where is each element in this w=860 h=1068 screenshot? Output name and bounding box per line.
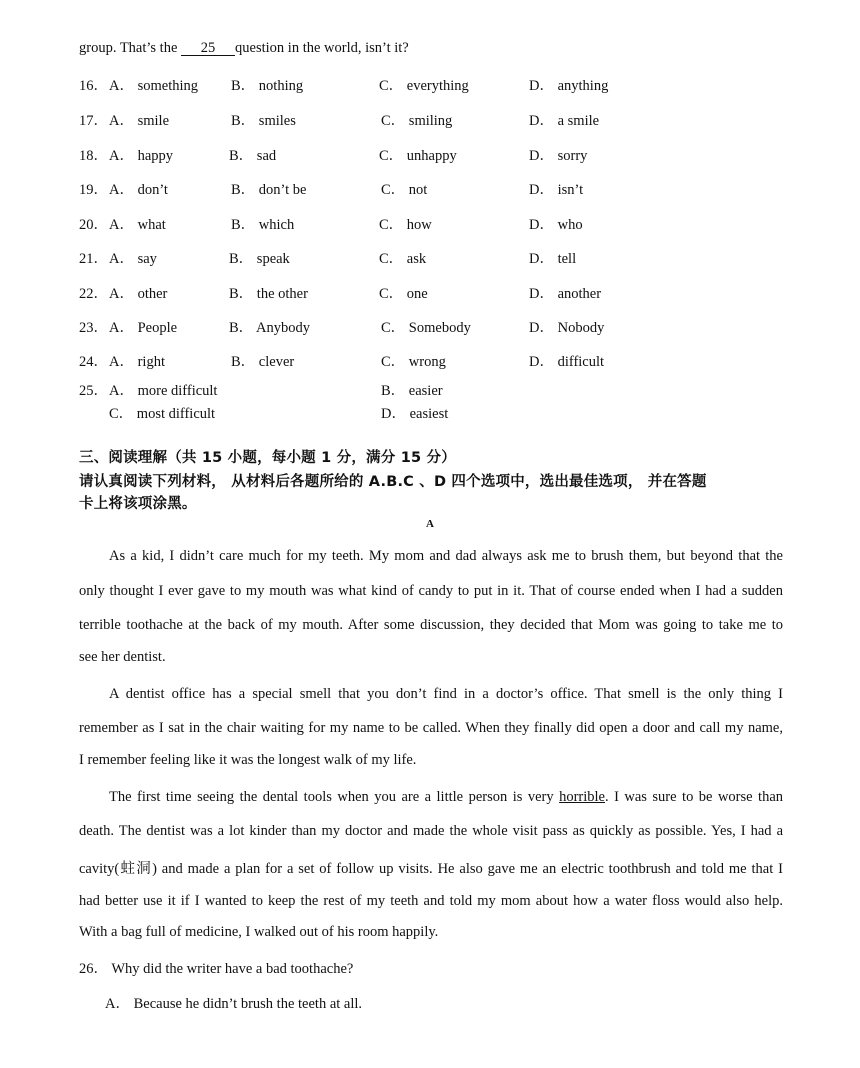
- passage-line: I remember feeling like it was the longest walk of my life.: [79, 752, 417, 768]
- option-c: C． Somebody: [381, 320, 471, 336]
- option-a: A． what: [109, 217, 166, 233]
- option-d: D． anything: [529, 78, 609, 94]
- passage-text: The first time seeing the dental tools when you are a little person is very: [109, 789, 554, 805]
- passage-line: As a kid, I didn’t care much for my teeth. My mom and dad always ask me to brush them, but beyond that the: [109, 548, 783, 564]
- option-d: D． difficult: [529, 354, 605, 370]
- option-a: A． don’t: [109, 182, 168, 198]
- question-number: 21．: [79, 251, 108, 267]
- intro-line: [79, 40, 409, 57]
- question-number: 20．: [79, 217, 108, 233]
- option-b: B． Anybody: [229, 320, 310, 336]
- passage-line: With a bag full of medicine, I walked out of his room happily.: [79, 924, 439, 940]
- passage-line: remember as I sat in the chair waiting for my name to be called. When they finally did open a door and call my name,: [79, 720, 783, 736]
- option-b: B． speak: [229, 251, 290, 267]
- option-b: B． the other: [229, 286, 308, 302]
- option-c: C． most difficult: [109, 406, 216, 422]
- option-c: C． not: [381, 182, 428, 198]
- option-b: B． smiles: [231, 113, 296, 129]
- option-d: D． easiest: [381, 406, 449, 422]
- intro-before: group. That’s the: [79, 40, 178, 56]
- passage-text: . I was sure to be worse than: [605, 789, 784, 805]
- option-a: A． People: [109, 320, 178, 336]
- option-a: A． happy: [109, 148, 174, 164]
- question-number: 17．: [79, 113, 108, 129]
- question-number: 19．: [79, 182, 108, 198]
- passage-line: only thought I ever gave to my mouth was what kind of candy to put in it. That of course ended when I had a sudden: [79, 583, 783, 599]
- option-b: B． don’t be: [231, 182, 307, 198]
- question-number: 23．: [79, 320, 108, 336]
- option-c: C． wrong: [381, 354, 446, 370]
- option-a: A． other: [109, 286, 168, 302]
- question-number: 22．: [79, 286, 108, 302]
- option-a: A． right: [109, 354, 165, 370]
- option-c: C． ask: [379, 251, 427, 267]
- option-a: A． something: [109, 78, 199, 94]
- question-26: 26． Why did the writer have a bad toothache?: [79, 961, 354, 977]
- option-d: D． who: [529, 217, 583, 233]
- section-instruction-line1: 请认真阅读下列材料， 从材料后各题所给的 A.B.C 、D 四个选项中，选出最佳选项， 并在答题: [79, 474, 707, 490]
- underlined-word: horrible: [559, 789, 605, 805]
- passage-line: A dentist office has a special smell that you don’t find in a doctor’s office. That smell is the only thing I: [109, 686, 783, 702]
- option-a: A． smile: [109, 113, 170, 129]
- passage-line: see her dentist.: [79, 649, 166, 665]
- option-d: D． Nobody: [529, 320, 605, 336]
- section-instruction-line2: 卡上将该项涂黑。: [79, 496, 197, 512]
- option-b: B． clever: [231, 354, 295, 370]
- passage-line: death. The dentist was a lot kinder than my doctor and made the whole visit pass as quickly as possible. Yes, I had a: [79, 823, 783, 839]
- section-title: 三、阅读理解（共 15 小题，每小题 1 分，满分 15 分）: [79, 450, 456, 466]
- question-26-option-a: A． Because he didn’t brush the teeth at all.: [105, 996, 363, 1012]
- option-c: C． unhappy: [379, 148, 457, 164]
- intro-after: question in the world, isn’t it?: [235, 40, 409, 56]
- option-b: B． easier: [381, 383, 443, 399]
- option-d: D． isn’t: [529, 182, 584, 198]
- passage-line: terrible toothache at the back of my mouth. After some discussion, they decided that Mom was going to take me to: [79, 617, 783, 633]
- option-a: A． say: [109, 251, 157, 267]
- option-d: D． another: [529, 286, 602, 302]
- option-d: D． tell: [529, 251, 577, 267]
- option-a: A． more difficult: [109, 383, 218, 399]
- option-b: B． nothing: [231, 78, 304, 94]
- option-b: B． which: [231, 217, 295, 233]
- passage-line: had better use it if I wanted to keep the rest of my teeth and told my mom about how a water floss would also help.: [79, 893, 783, 909]
- passage-line: [109, 789, 783, 806]
- question-number: 25．: [79, 383, 108, 399]
- option-c: C． everything: [379, 78, 469, 94]
- passage-label: A: [426, 518, 434, 530]
- passage-line: cavity(蛀洞) and made a plan for a set of follow up visits. He also gave me an electric toothbrush and told me that I: [79, 861, 783, 877]
- intro-blank: 25: [181, 41, 235, 56]
- option-c: C． smiling: [381, 113, 453, 129]
- option-b: B． sad: [229, 148, 277, 164]
- question-number: 18．: [79, 148, 108, 164]
- question-number: 24．: [79, 354, 108, 370]
- option-c: C． how: [379, 217, 432, 233]
- option-d: D． a smile: [529, 113, 600, 129]
- option-d: D． sorry: [529, 148, 588, 164]
- option-c: C． one: [379, 286, 428, 302]
- question-number: 16．: [79, 78, 108, 94]
